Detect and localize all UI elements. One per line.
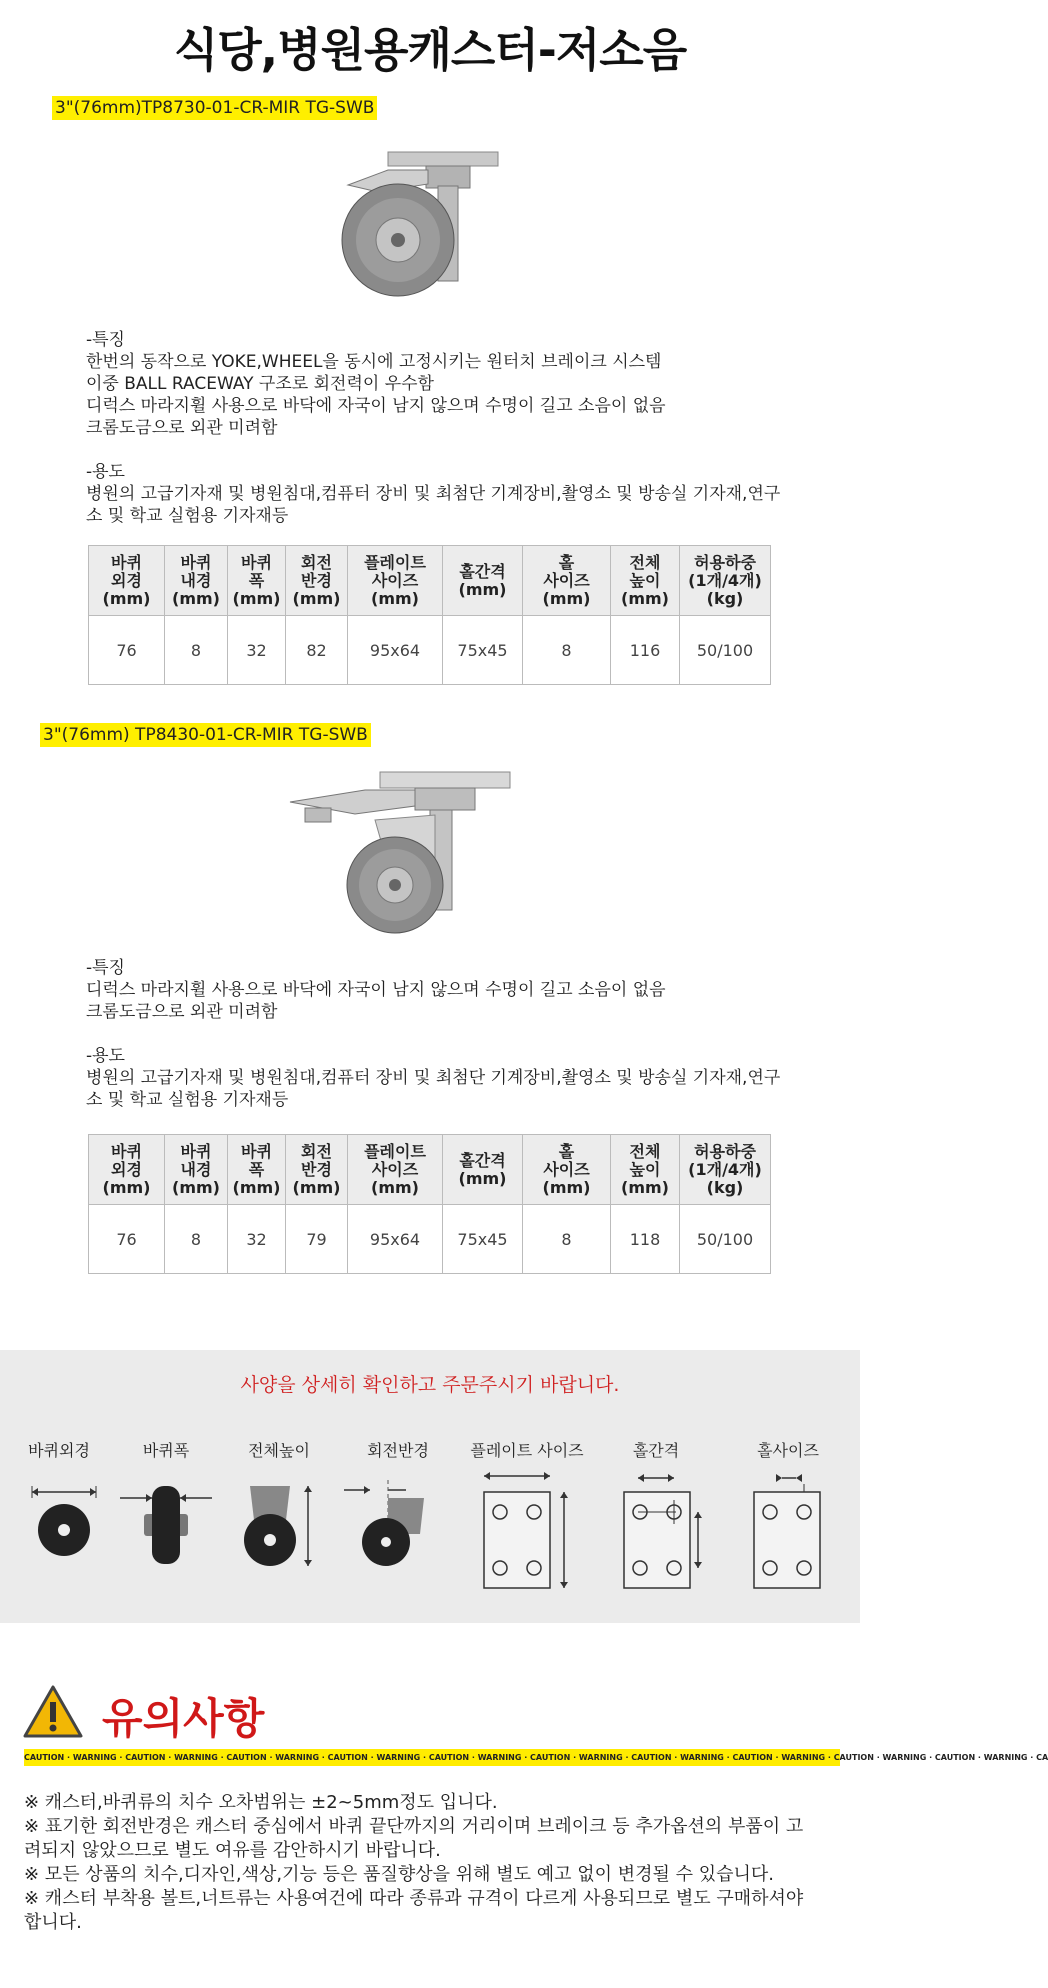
warning-title: 유의사항 <box>102 1694 265 1743</box>
warning-icon <box>22 1684 84 1740</box>
header-wheel-width: 바퀴 폭 (mm) <box>228 1135 286 1205</box>
product-2-usage: 소 및 학교 실험용 기자재등 <box>86 1090 289 1110</box>
product-1-feature: 디럭스 마라지휠 사용으로 바닥에 자국이 남지 않으며 수명이 길고 소음이 없음 <box>86 396 666 416</box>
cell-wheel-width: 32 <box>228 1205 286 1274</box>
header-wheel-id: 바퀴 내경 (mm) <box>165 546 228 616</box>
product-2-features-heading: -특징 <box>86 958 125 978</box>
header-wheel-od: 바퀴 외경 (mm) <box>89 1135 165 1205</box>
diagram-label-wheel-od: 바퀴외경 <box>28 1441 90 1460</box>
wheel-width-diagram <box>118 1476 214 1566</box>
cell-hole-spacing: 75x45 <box>443 1205 523 1274</box>
diagram-label-total-height: 전체높이 <box>248 1441 310 1460</box>
note-line: 려되지 않았으므로 별도 여유를 감안하시기 바랍니다. <box>24 1840 441 1861</box>
spec-notice: 사양을 상세히 확인하고 주문주시기 바랍니다. <box>240 1374 620 1396</box>
header-load-capacity: 허용하중 (1개/4개) (kg) <box>680 1135 771 1205</box>
cell-hole-size: 8 <box>523 1205 611 1274</box>
diagram-label-hole-size: 홀사이즈 <box>757 1441 819 1460</box>
diagram-label-plate-size: 플레이트 사이즈 <box>470 1441 584 1460</box>
product-1-spec-table <box>88 545 771 685</box>
note-line: ※ 캐스터 부착용 볼트,너트류는 사용여건에 따라 종류과 규격이 다르게 사용되므로 별도 구매하셔야 <box>24 1888 804 1909</box>
product-1-feature: 크롬도금으로 외관 미려함 <box>86 418 278 438</box>
header-hole-spacing: 홀간격 (mm) <box>443 1135 523 1205</box>
cell-swivel-radius: 82 <box>286 616 348 685</box>
product-1-feature: 이중 BALL RACEWAY 구조로 회전력이 우수함 <box>86 374 434 394</box>
cell-plate-size: 95x64 <box>348 616 443 685</box>
product-1-usage: 소 및 학교 실험용 기자재등 <box>86 506 289 526</box>
product-2-spec-table <box>88 1134 771 1274</box>
product-1-features-heading: -특징 <box>86 330 125 350</box>
total-height-diagram <box>240 1480 320 1570</box>
page-title: 식당,병원용캐스터-저소음 <box>173 23 687 77</box>
cell-total-height: 116 <box>611 616 680 685</box>
spec-table-header-row <box>89 546 771 616</box>
cell-load-capacity: 50/100 <box>680 1205 771 1274</box>
swivel-radius-diagram <box>342 1476 432 1570</box>
header-load-capacity: 허용하중 (1개/4개) (kg) <box>680 546 771 616</box>
cell-wheel-width: 32 <box>228 616 286 685</box>
product-2-feature: 크롬도금으로 외관 미려함 <box>86 1002 278 1022</box>
cell-wheel-id: 8 <box>165 616 228 685</box>
product-2-feature: 디럭스 마라지휠 사용으로 바닥에 자국이 남지 않으며 수명이 길고 소음이 없음 <box>86 980 666 1000</box>
product-1-feature: 한번의 동작으로 YOKE,WHEEL을 동시에 고정시키는 원터치 브레이크 시스템 <box>86 352 662 372</box>
product-1-model: 3"(76mm)TP8730-01-CR-MIR TG-SWB <box>52 96 377 120</box>
diagram-label-swivel-radius: 회전반경 <box>367 1441 429 1460</box>
cell-total-height: 118 <box>611 1205 680 1274</box>
note-line: ※ 캐스터,바퀴류의 치수 오차범위는 ±2~5mm정도 입니다. <box>24 1792 498 1813</box>
plate-size-diagram <box>478 1470 576 1594</box>
cell-hole-size: 8 <box>523 616 611 685</box>
header-wheel-od: 바퀴 외경 (mm) <box>89 546 165 616</box>
header-plate-size: 플레이트 사이즈 (mm) <box>348 1135 443 1205</box>
header-total-height: 전체 높이 (mm) <box>611 1135 680 1205</box>
hole-spacing-diagram <box>618 1470 708 1594</box>
table-row <box>89 616 771 685</box>
note-line: ※ 표기한 회전반경은 캐스터 중심에서 바퀴 끝단까지의 거리이며 브레이크 등 추가옵션의 부품이 고 <box>24 1816 804 1837</box>
table-row <box>89 1205 771 1274</box>
product-2-photo <box>285 760 525 940</box>
product-2-usage: 병원의 고급기자재 및 병원침대,컴퓨터 장비 및 최첨단 기계장비,촬영소 및 방송실 기자재,연구 <box>86 1068 781 1088</box>
cell-hole-spacing: 75x45 <box>443 616 523 685</box>
cell-swivel-radius: 79 <box>286 1205 348 1274</box>
product-2-model: 3"(76mm) TP8430-01-CR-MIR TG-SWB <box>40 723 371 747</box>
diagram-label-hole-spacing: 홀간격 <box>632 1441 680 1460</box>
cell-wheel-od: 76 <box>89 1205 165 1274</box>
spec-table-header-row <box>89 1135 771 1205</box>
product-1-usage-heading: -용도 <box>86 462 125 482</box>
wheel-od-diagram <box>24 1480 104 1560</box>
cell-plate-size: 95x64 <box>348 1205 443 1274</box>
hole-size-diagram <box>748 1470 832 1594</box>
cell-load-capacity: 50/100 <box>680 616 771 685</box>
header-wheel-id: 바퀴 내경 (mm) <box>165 1135 228 1205</box>
header-wheel-width: 바퀴 폭 (mm) <box>228 546 286 616</box>
note-line: ※ 모든 상품의 치수,디자인,색상,기능 등은 품질향상을 위해 별도 예고 없이 변경될 수 있습니다. <box>24 1864 774 1885</box>
header-plate-size: 플레이트 사이즈 (mm) <box>348 546 443 616</box>
header-hole-size: 홀 사이즈 (mm) <box>523 546 611 616</box>
product-1-usage: 병원의 고급기자재 및 병원침대,컴퓨터 장비 및 최첨단 기계장비,촬영소 및 방송실 기자재,연구 <box>86 484 781 504</box>
product-2-usage-heading: -용도 <box>86 1046 125 1066</box>
product-1-photo <box>318 140 518 315</box>
cell-wheel-od: 76 <box>89 616 165 685</box>
cell-wheel-id: 8 <box>165 1205 228 1274</box>
note-line: 합니다. <box>24 1912 82 1933</box>
header-swivel-radius: 회전 반경 (mm) <box>286 1135 348 1205</box>
header-swivel-radius: 회전 반경 (mm) <box>286 546 348 616</box>
header-total-height: 전체 높이 (mm) <box>611 546 680 616</box>
header-hole-spacing: 홀간격 (mm) <box>443 546 523 616</box>
caution-tape: CAUTION · WARNING · CAUTION · WARNING · CAUTION · WARNING · CAUTION · WARNING · CAUTION · WARNING · CAUTION · WARNING · CAUTION · WARNING · CAUTION · WARNING · CAUTION · WARNING · CAUTION · WARNING · CA <box>24 1749 840 1766</box>
header-hole-size: 홀 사이즈 (mm) <box>523 1135 611 1205</box>
diagram-label-wheel-width: 바퀴폭 <box>142 1441 190 1460</box>
